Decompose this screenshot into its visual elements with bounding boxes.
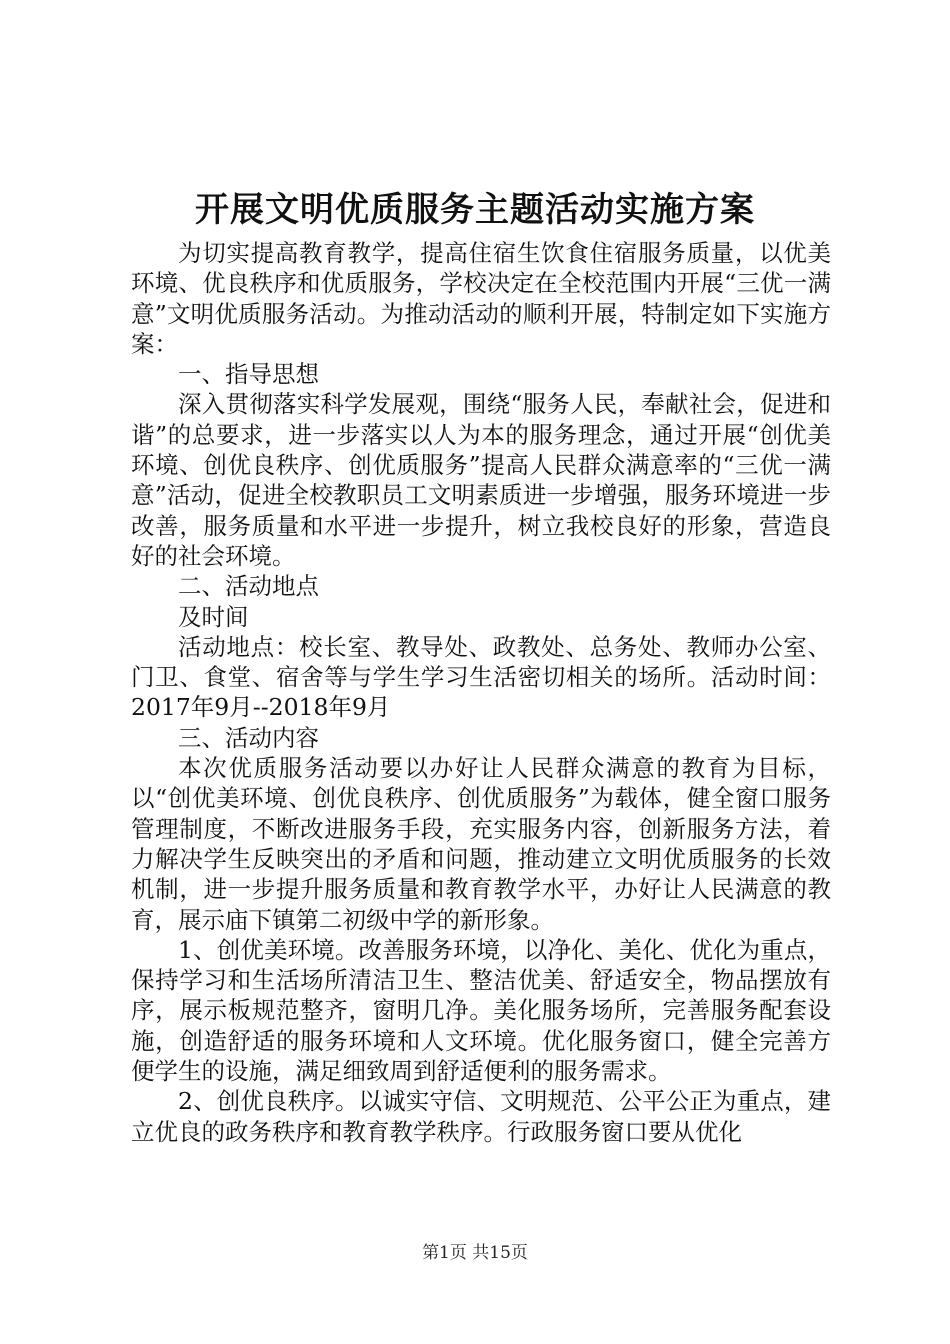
paragraph-intro: 为切实提高教育教学，提高住宿生饮食住宿服务质量，以优美环境、优良秩序和优质服务，学校决定在全校范围内开展“三优一满意”文明优质服务活动。为推动活动的顺利开展，特制定如下实施方案： (131, 239, 831, 358)
paragraph-item-1: 1、创优美环境。改善服务环境，以净化、美化、优化为重点，保持学习和生活场所清洁卫生、整洁优美、舒适安全，物品摆放有序，展示板规范整齐，窗明几净。美化服务场所，完善服务配套设施，创造舒适的服务环境和人文环境。优化服务窗口，健全完善方便学生的设施，满足细致周到舒适便利的服务需求。 (131, 935, 831, 1086)
paragraph-item-2: 2、创优良秩序。以诚实守信、文明规范、公平公正为重点，建立优良的政务秩序和教育教学秩序。行政服务窗口要从优化 (131, 1087, 831, 1146)
page-footer: 第1页 共15页 (422, 1243, 528, 1263)
paragraph-location-time: 活动地点：校长室、教导处、政教处、总务处、教师办公室、门卫、食堂、宿舍等与学生学习生活密切相关的场所。活动时间：2017年9月--2018年9月 (131, 632, 831, 722)
document-title: 开展文明优质服务主题活动实施方案 (195, 190, 755, 230)
heading-location-time: 二、活动地点 (178, 572, 319, 601)
heading-guiding-ideology: 一、指导思想 (178, 360, 319, 389)
heading-location-time-cont: 及时间 (178, 602, 249, 631)
paragraph-guiding-ideology: 深入贯彻落实科学发展观，围绕“服务人民，奉献社会，促进和谐”的总要求，进一步落实以人为本的服务理念，通过开展“创优美环境、创优良秩序、创优质服务”提高人民群众满意率的“三优一满意”活动，促进全校教职员工文明素质进一步增强，服务环境进一步改善，服务质量和水平进一步提升，树立我校良好的形象，营造良好的社会环境。 (131, 390, 831, 570)
paragraph-activity-content: 本次优质服务活动要以办好让人民群众满意的教育为目标，以“创优美环境、创优良秩序、创优质服务”为载体，健全窗口服务管理制度，不断改进服务手段，充实服务内容，创新服务方法，着力解决学生反映突出的矛盾和问题，推动建立文明优质服务的长效机制，进一步提升服务质量和教育教学水平，办好让人民满意的教育，展示庙下镇第二初级中学的新形象。 (131, 754, 831, 934)
heading-activity-content: 三、活动内容 (178, 723, 319, 752)
document-body (131, 238, 831, 1147)
